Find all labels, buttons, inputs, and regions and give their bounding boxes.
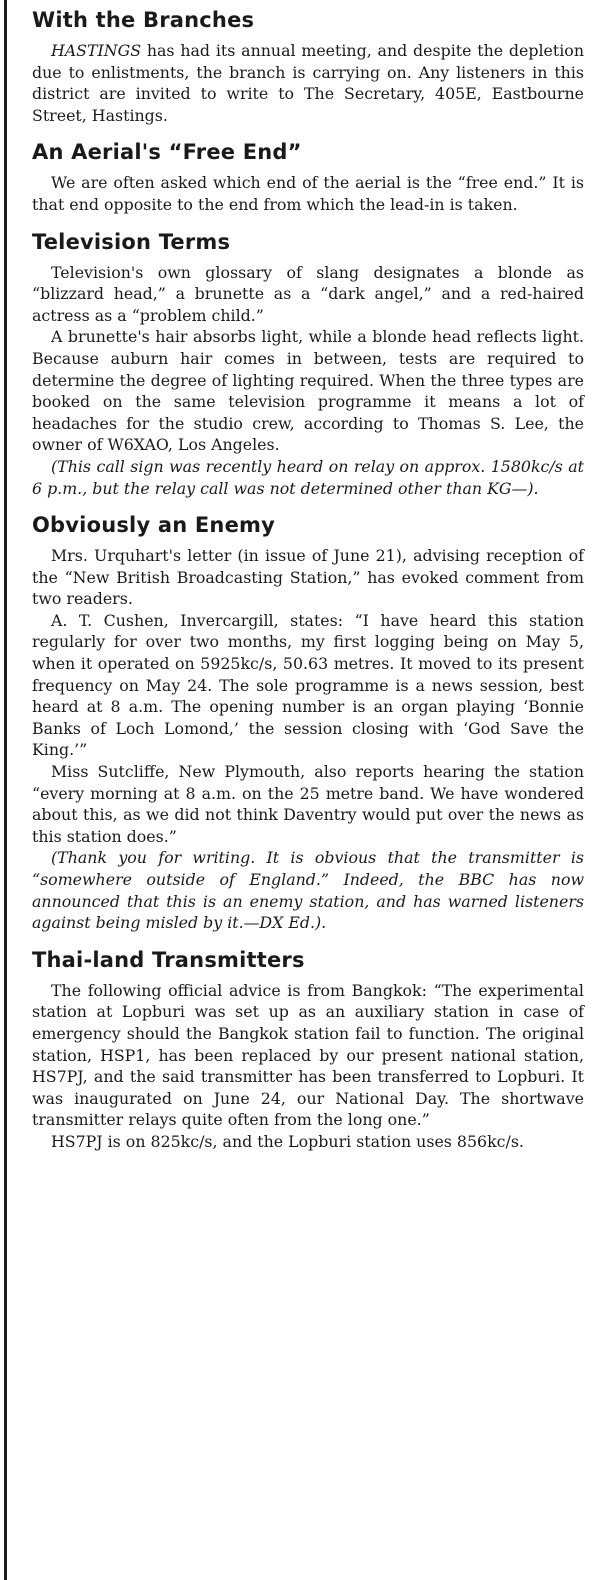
paragraph: We are often asked which end of the aerial is the “free end.” It is that end opposite to the end from which the lead-in is taken. xyxy=(32,173,584,214)
left-column-rule xyxy=(4,0,7,1580)
section-heading: With the Branches xyxy=(32,8,255,32)
section-heading: Obviously an Enemy xyxy=(32,513,275,538)
section-aerial-free-end xyxy=(32,138,584,215)
section-with-the-branches xyxy=(32,6,584,126)
paragraph xyxy=(32,40,584,126)
paragraph-text: has had its annual meeting, and despite the depletion due to enlistments, the branch is carrying on. Any listeners in this district are invited to write to The Secretary, 405E, Eastbourne Street, Hastings. xyxy=(32,41,584,125)
section-television-terms xyxy=(32,228,584,500)
editor-note: (Thank you for writing. It is obvious that the transmitter is “somewhere outside of England.” Indeed, the BBC has now announced that this is an enemy station, and has warned listeners against being misled by it.—DX Ed.). xyxy=(32,848,584,933)
section-heading: An Aerial's “Free End” xyxy=(32,140,302,165)
paragraph: The following official advice is from Bangkok: “The experimental station at Lopburi was set up as an auxiliary station in case of emergency should the Bangkok station fail to function. The original station, HSP1, has been replaced by our present national station, HS7PJ, and the said transmitter has been transferred to Lopburi. It was inaugurated on June 24, our National Day. The shortwave transmitter relays quite often from the long one.” xyxy=(32,980,584,1130)
article-column xyxy=(32,6,584,1165)
paragraph: Miss Sutcliffe, New Plymouth, also reports hearing the station “every morning at 8 a.m. on the 25 metre band. We have wondered about this, as we did not think Daventry would put over the news as this station does.” xyxy=(32,762,584,846)
paragraph: Mrs. Urquhart's letter (in issue of June 21), advising reception of the “New British Broadcasting Station,” has evoked comment from two readers. xyxy=(32,546,584,609)
section-heading: Thai-land Transmitters xyxy=(32,947,305,972)
paragraph: HS7PJ is on 825kc/s, and the Lopburi station uses 856kc/s. xyxy=(51,1131,524,1151)
paragraph: Television's own glossary of slang designates a blonde as “blizzard head,” a brunette as a “dark angel,” and a red-haired actress as a “problem child.” xyxy=(32,262,584,325)
place-name: HASTINGS xyxy=(51,41,142,60)
paragraph: A. T. Cushen, Invercargill, states: “I have heard this station regularly for over two months, my first logging being on May 5, when it operated on 5925kc/s, 50.63 metres. It moved to its present frequency on May 24. The sole programme is a news session, best heard at 8 a.m. The opening number is an organ playing ‘Bonnie Banks of Loch Lomond,’ the session closing with ‘God Save the King.’” xyxy=(32,610,584,760)
section-obviously-an-enemy xyxy=(32,511,584,934)
section-thailand-transmitters xyxy=(32,946,584,1153)
editor-note: (This call sign was recently heard on relay on approx. 1580kc/s at 6 p.m., but the relay call was not determined other than KG—). xyxy=(32,456,584,498)
section-heading: Television Terms xyxy=(32,229,231,254)
paragraph: A brunette's hair absorbs light, while a blonde head reflects light. Because auburn hair comes in between, tests are required to determine the degree of lighting required. When the three types are booked on the same television programme it means a lot of headaches for the studio crew, according to Thomas S. Lee, the owner of W6XAO, Los Angeles. xyxy=(32,327,584,455)
